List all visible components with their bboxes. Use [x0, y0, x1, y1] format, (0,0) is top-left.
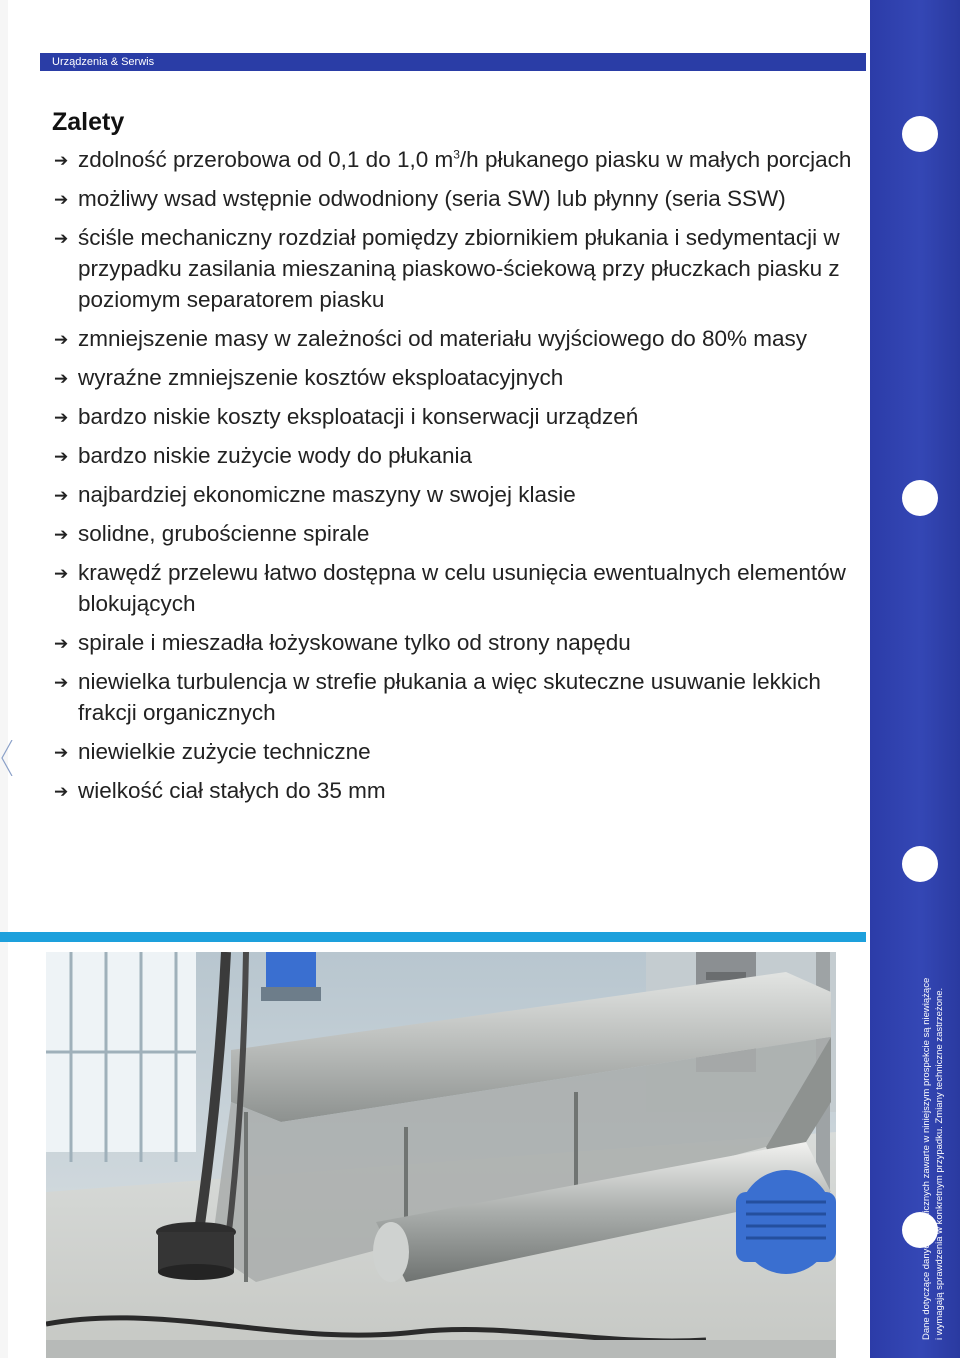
arrow-icon: ➔: [54, 330, 69, 349]
header-bar: [40, 53, 866, 71]
benefit-item: [52, 736, 862, 767]
benefit-superscript: 3: [453, 147, 460, 162]
benefit-text: solidne, grubościenne spirale: [78, 521, 370, 546]
benefit-item: [52, 222, 862, 315]
disclaimer-line: i wymagają sprawdzenia w konkretnym przypadku. Zmiany techniczne zastrzeżone.: [934, 987, 945, 1340]
page-edge-tab: [0, 740, 14, 776]
benefit-text: najbardziej ekonomiczne maszyny w swojej klasie: [78, 482, 576, 507]
benefit-list: [52, 144, 862, 814]
arrow-icon: ➔: [54, 190, 69, 209]
arrow-icon: ➔: [54, 782, 69, 801]
benefit-text: krawędź przelewu łatwo dostępna w celu usunięcia ewentualnych elementów blokujących: [78, 560, 846, 616]
benefit-item: [52, 323, 862, 354]
arrow-icon: ➔: [54, 408, 69, 427]
benefit-text: możliwy wsad wstępnie odwodniony (seria SW) lub płynny (seria SSW): [78, 186, 786, 211]
arrow-icon: ➔: [54, 229, 69, 248]
benefit-text: niewielka turbulencja w strefie płukania a więc skuteczne usuwanie lekkich frakcji organicznych: [78, 669, 821, 725]
arrow-icon: ➔: [54, 525, 69, 544]
benefit-text: ściśle mechaniczny rozdział pomiędzy zbiornikiem płukania i sedymentacji w przypadku zasilania mieszaniną piaskowo-ściekową przy płuczkach piasku z poziomym separatorem piasku: [78, 225, 840, 312]
binder-hole: [902, 116, 938, 152]
benefit-text: zdolność przerobowa od 0,1 do 1,0 m: [78, 147, 454, 172]
arrow-icon: ➔: [54, 486, 69, 505]
benefit-item: [52, 666, 862, 728]
benefit-text: bardzo niskie koszty eksploatacji i konserwacji urządzeń: [78, 404, 639, 429]
binder-hole: [902, 480, 938, 516]
arrow-icon: ➔: [54, 369, 69, 388]
benefit-item: [52, 401, 862, 432]
benefit-item: [52, 362, 862, 393]
benefit-text: bardzo niskie zużycie wody do płukania: [78, 443, 472, 468]
arrow-icon: ➔: [54, 673, 69, 692]
benefit-item: [52, 183, 862, 214]
benefit-item: [52, 440, 862, 471]
benefit-item: [52, 479, 862, 510]
benefit-item: [52, 775, 862, 806]
benefit-item: [52, 144, 862, 175]
side-band: [870, 0, 960, 1358]
binder-hole: [902, 846, 938, 882]
benefit-text: wielkość ciał stałych do 35 mm: [78, 778, 386, 803]
product-photo: [46, 952, 836, 1358]
section-title: Zalety: [52, 108, 125, 136]
benefit-text: spirale i mieszadła łożyskowane tylko od strony napędu: [78, 630, 631, 655]
arrow-icon: ➔: [54, 447, 69, 466]
legal-disclaimer: [920, 930, 946, 1340]
disclaimer-line: Dane dotyczące danych technicznych zawarte w niniejszym prospekcie są niewiążące: [921, 977, 932, 1340]
benefit-text: niewielkie zużycie techniczne: [78, 739, 371, 764]
arrow-icon: ➔: [54, 151, 69, 170]
benefit-text: /h płukanego piasku w małych porcjach: [459, 147, 852, 172]
brand-label: Urządzenia & Serwis: [52, 56, 155, 68]
benefit-text: zmniejszenie masy w zależności od materiału wyjściowego do 80% masy: [78, 326, 808, 351]
benefit-item: [52, 557, 862, 619]
benefit-text: wyraźne zmniejszenie kosztów eksploatacyjnych: [78, 365, 564, 390]
photo-accent-rule: [0, 932, 866, 942]
benefit-item: [52, 627, 862, 658]
arrow-icon: ➔: [54, 634, 69, 653]
benefit-item: [52, 518, 862, 549]
arrow-icon: ➔: [54, 743, 69, 762]
arrow-icon: ➔: [54, 564, 69, 583]
